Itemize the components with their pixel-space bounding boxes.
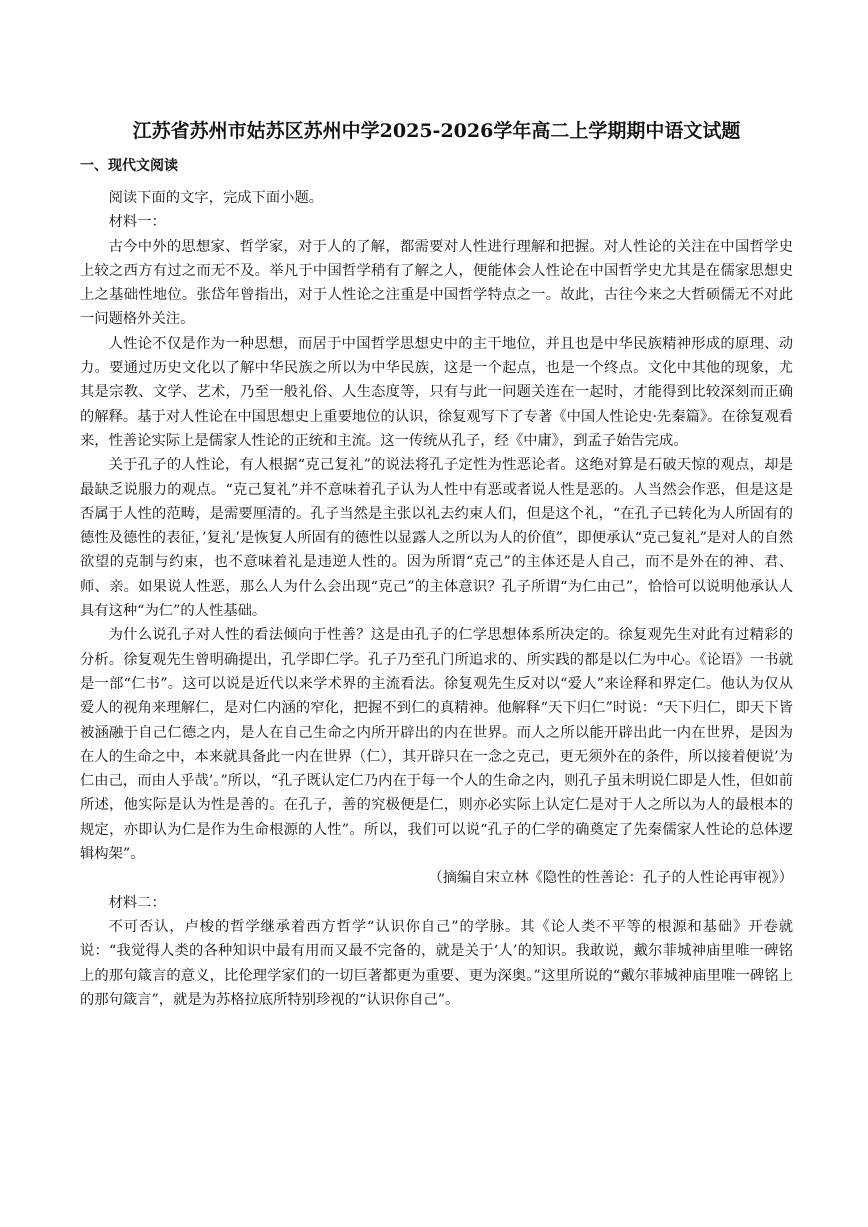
material-one-source: （摘编自宋立林《隐性的性善论：孔子的人性论再审视》） [428,870,793,887]
material-one-paragraph: 人性论不仅是作为一种思想，而居于中国哲学思想史中的主干地位，并且也是中华民族精神形成的原理、动力。要通过历史文化以了解中华民族之所以为中华民族，这是一个起点，也是一个终点。文化中其他的现象，尤其是宗教、文学、艺术，乃至一般礼俗、人生态度等，只有与此一问题关连在一起时，才能得到比较深刻而正确的解释。基于对人性论在中国思想史上重要地位的认识，徐复观写下了专著《中国人性论史·先秦篇》。在徐复观看来，性善论实际上是儒家人性论的正统和主流。这一传统从孔子，经《中庸》，到孟子始告完成。 [80,335,793,449]
material-two-label: 材料二： [108,894,166,911]
material-one-paragraph: 为什么说孔子对人性的看法倾向于性善？这是由孔子的仁学思想体系所决定的。徐复观先生对此有过精彩的分析。徐复观先生曾明确提出，孔学即仁学。孔子乃至孔门所追求的、所实践的都是以仁为中心。《论语》一书就是一部“仁书”。这可以说是近代以来学术界的主流看法。徐复观先生反对以“爱人”来诠释和界定仁。他认为仅从爱人的视角来理解仁，是对仁内涵的窄化，把握不到仁的真精神。他解释“天下归仁”时说：“天下归仁，即天下皆被涵融于自己仁德之内，是人在自己生命之内所开辟出的内在世界。而人之所以能开辟出此一内在世界，是因为在人的生命之中，本来就具备此一内在世界（仁），其开辟只在一念之克己，更无须外在的条件，所以接着便说’为仁由己，而由人乎哉’。”所以，“孔子既认定仁乃内在于每一个人的生命之内，则孔子虽未明说仁即是人性，但如前所述，他实际是认为性是善的。在孔子，善的究极便是仁，则亦必实际上认定仁是对于人之所以为人的最根本的规定，亦即认为仁是作为生命根源的人性”。所以，我们可以说“孔子的仁学的确奠定了先秦儒家人性论的总体逻辑构架”。 [80,627,793,863]
material-one-label: 材料一： [108,214,166,231]
instruction-text: 阅读下面的文字，完成下面小题。 [108,190,324,206]
exam-page [80,118,793,1012]
material-one-paragraph: 关于孔子的人性论，有人根据“克己复礼”的说法将孔子定性为性恶论者。这绝对算是石破天惊的观点，却是最缺乏说服力的观点。“克己复礼”并不意味着孔子认为人性中有恶或者说人性是恶的。人当然会作恶，但是这是否属于人性的范畴，是需要厘清的。孔子当然是主张以礼去约束人们，但是这个礼，“在孔子已转化为人所固有的德性及德性的表征，’复礼’是恢复人所固有的德性以显露人之所以为人的价值”，即便承认“克己复礼”是对人的自然欲望的克制与约束，也不意味着礼是违逆人性的。因为所谓“克己”的主体还是人自己，而不是外在的神、君、师、亲。如果说人性恶，那么人为什么会出现“克己”的主体意识？孔子所谓“为仁由己”，恰恰可以说明他承认人具有这种“为仁”的人性基础。 [80,457,793,620]
section-heading: 一、现代文阅读 [80,158,178,174]
material-one-paragraph: 古今中外的思想家、哲学家，对于人的了解，都需要对人性进行理解和把握。对人性论的关注在中国哲学史上较之西方有过之而无不及。举凡于中国哲学稍有了解之人，便能体会人性论在中国哲学史尤其是在儒家思想史上之基础性地位。张岱年曾指出，对于人性论之注重是中国哲学特点之一。故此，古往今来之大哲硕儒无不对此一问题格外关注。 [80,238,793,328]
page-title: 江苏省苏州市姑苏区苏州中学2025-2026学年高二上学期期中语文试题 [132,120,741,142]
material-two-paragraph: 不可否认，卢梭的哲学继承着西方哲学“认识你自己”的学脉。其《论人类不平等的根源和基础》开卷就说：“我觉得人类的各种知识中最有用而又最不完备的，就是关于‘人’的知识。我敢说，戴尔菲城神庙里唯一碑铭上的那句箴言的意义，比伦理学家们的一切巨著都更为重要、更为深奥。”这里所说的“戴尔菲城神庙里唯一碑铭上的那句箴言”，就是为苏格拉底所特别珍视的“认识你自己”。 [80,918,793,1008]
